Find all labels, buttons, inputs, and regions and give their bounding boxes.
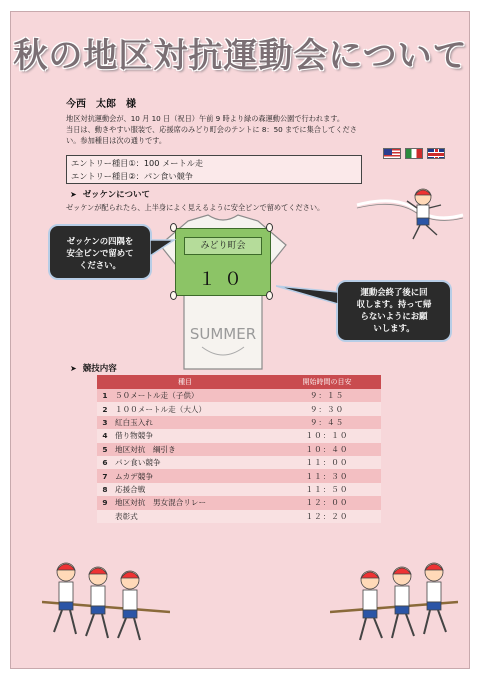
start-time: １１：００ [273, 456, 381, 469]
row-number: 6 [97, 456, 113, 469]
callout-tail-right [276, 284, 338, 308]
start-time: ９：４５ [273, 416, 381, 429]
event-name: 応援合戦 [113, 483, 273, 496]
event-name: 紅白玉入れ [113, 416, 273, 429]
start-time: １２：００ [273, 496, 381, 509]
tug-of-war-icon [330, 552, 458, 642]
start-time: ９：１５ [273, 389, 381, 402]
row-number: 8 [97, 483, 113, 496]
race-bib [175, 228, 271, 296]
row-number: 7 [97, 469, 113, 482]
column-header-event: 種目 [97, 375, 273, 389]
entry-item-2: エントリー種目②：パン食い競争 [71, 171, 193, 181]
safety-pin-icon [170, 291, 177, 300]
flag-italy-icon [405, 148, 423, 159]
event-name: 地区対抗 綱引き [113, 443, 273, 456]
table-row [97, 443, 381, 456]
flag-usa-icon [383, 148, 401, 159]
table-row [97, 483, 381, 496]
start-time: １０：４０ [273, 443, 381, 456]
start-time: １１：５０ [273, 483, 381, 496]
start-time: ９：３０ [273, 402, 381, 415]
events-section-heading: ➤ 競技内容 [70, 364, 117, 374]
bib-number: １０ [198, 269, 250, 290]
table-row [97, 429, 381, 442]
start-time: １１：３０ [273, 469, 381, 482]
events-table [97, 375, 381, 523]
table-row [97, 469, 381, 482]
flags-decoration [383, 148, 445, 159]
shirt-print-text: SUMMER [189, 325, 257, 343]
arrow-bullet-icon: ➤ [70, 364, 77, 373]
table-row [97, 510, 381, 523]
flag-uk-icon [427, 148, 445, 159]
intro-line-2: 当日は、動きやすい服装で、応援席のみどり町会のテントに 8：50 までに集合してくださ [66, 125, 357, 134]
safety-pin-icon [266, 223, 273, 232]
arrow-bullet-icon: ➤ [70, 190, 77, 199]
entry-item-1: エントリー種目①：100 メートル走 [71, 158, 204, 168]
safety-pin-icon [266, 291, 273, 300]
table-row [97, 456, 381, 469]
event-name: 地区対抗 男女混合リレー [113, 496, 273, 509]
event-name: 借り物競争 [113, 429, 273, 442]
running-child-icon [355, 175, 465, 250]
table-row [97, 416, 381, 429]
row-number: 3 [97, 416, 113, 429]
start-time: １０：１０ [273, 429, 381, 442]
row-number: 2 [97, 402, 113, 415]
table-row [97, 496, 381, 509]
bib-town-name: みどり町会 [184, 237, 262, 255]
safety-pin-icon [170, 223, 177, 232]
event-name: ５０メートル走（子供） [113, 389, 273, 402]
intro-line-3: い。参加種目は次の通りです。 [66, 136, 167, 145]
callout-pin-corners: ゼッケンの四隅を 安全ピンで留めて ください。 [48, 224, 152, 280]
intro-line-1: 地区対抗運動会が、10 月 10 日（祝日）午前 9 時より緑の森運動公園で行われます。 [66, 114, 345, 123]
entry-list-box [66, 155, 362, 184]
row-number [97, 510, 113, 523]
event-name: ムカデ競争 [113, 469, 273, 482]
row-number: 9 [97, 496, 113, 509]
page-title: 秋の地区対抗運動会について [13, 36, 468, 76]
event-name: パン食い競争 [113, 456, 273, 469]
tug-of-war-icon [42, 552, 170, 642]
events-table-header [97, 375, 381, 389]
callout-tail-left [150, 236, 176, 260]
table-row [97, 389, 381, 402]
table-row [97, 402, 381, 415]
event-name: １００メートル走（大人） [113, 402, 273, 415]
row-number: 1 [97, 389, 113, 402]
bib-section-heading: ➤ ゼッケンについて [70, 190, 150, 200]
row-number: 4 [97, 429, 113, 442]
bib-instructions: ゼッケンが配られたら、上半身によく見えるように安全ピンで留めてください。 [66, 203, 325, 212]
event-name: 表彰式 [113, 510, 273, 523]
row-number: 5 [97, 443, 113, 456]
recipient-name: 今西 太郎 様 [66, 99, 136, 110]
callout-return-bib: 運動会終了後に回 収します。持って帰 らないようにお願 いします。 [336, 280, 452, 342]
start-time: １２：２０ [273, 510, 381, 523]
column-header-time: 開始時間の目安 [273, 375, 381, 389]
